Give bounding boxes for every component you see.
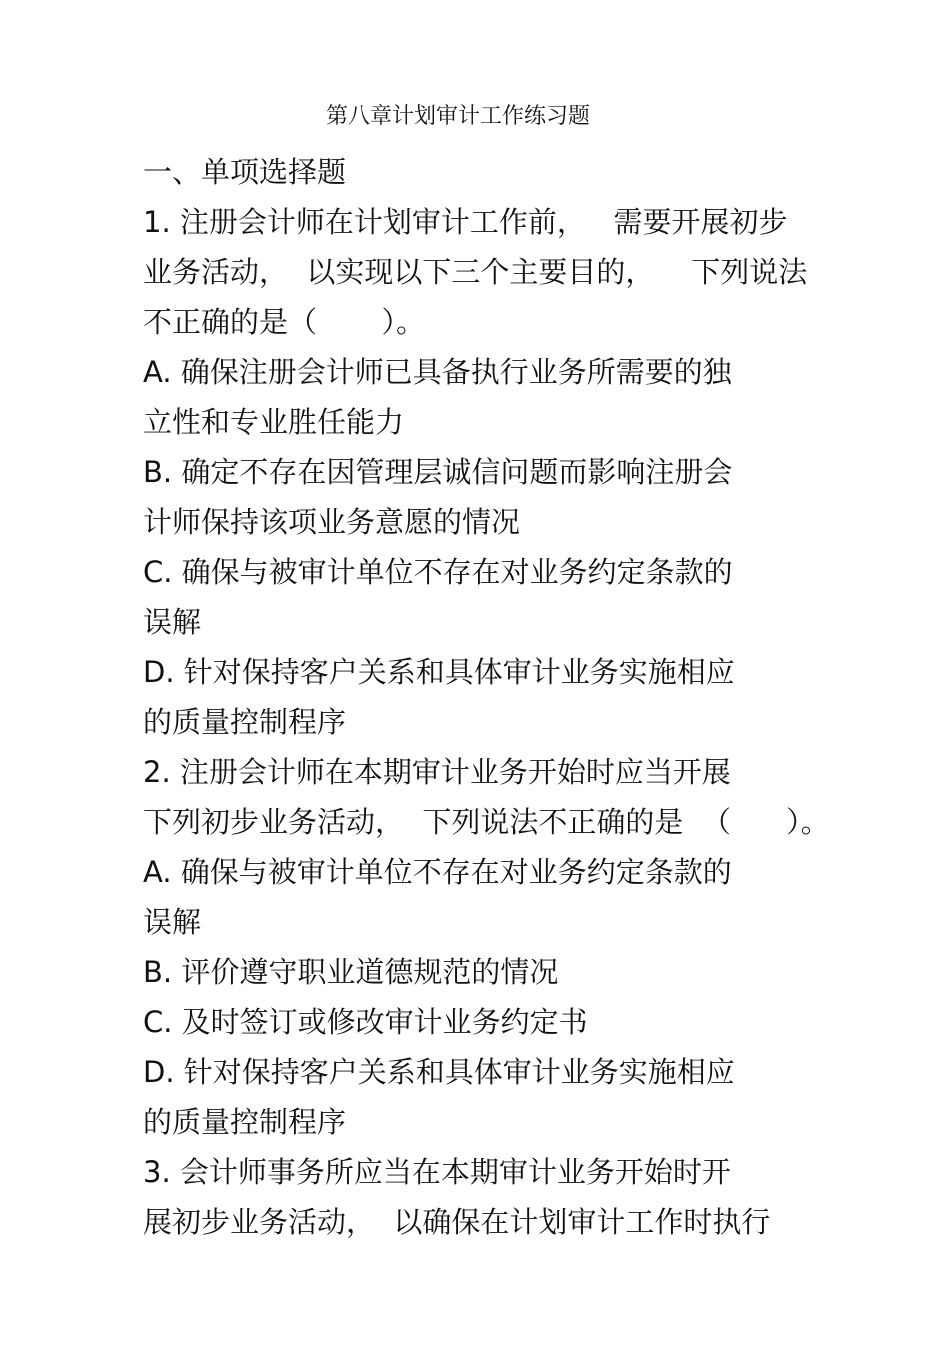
question-2-line-2: 下列初步业务活动， 下列说法不正确的是 （ ）。 bbox=[143, 805, 830, 839]
question-1-option-a: A. 确保注册会计师已具备执行业务所需要的独 bbox=[143, 355, 732, 389]
question-2-option-a: A. 确保与被审计单位不存在对业务约定条款的 bbox=[143, 855, 732, 889]
page-title: 第八章计划审计工作练习题 bbox=[325, 104, 590, 129]
question-2-line-1: 2. 注册会计师在本期审计业务开始时应当开展 bbox=[143, 755, 731, 789]
question-1-option-c: C. 确保与被审计单位不存在对业务约定条款的 bbox=[143, 555, 733, 589]
question-2-option-d: D. 针对保持客户关系和具体审计业务实施相应 bbox=[143, 1055, 735, 1089]
question-1-line-1: 1. 注册会计师在计划审计工作前， 需要开展初步 bbox=[143, 205, 788, 239]
section-heading: 一、单项选择题 bbox=[143, 155, 347, 189]
question-1-line-3: 不正确的是（ ）。 bbox=[143, 305, 426, 339]
question-3-line-1: 3. 会计师事务所应当在本期审计业务开始时开 bbox=[143, 1155, 731, 1189]
question-2-option-c: C. 及时签订或修改审计业务约定书 bbox=[143, 1005, 588, 1039]
question-1-option-a-cont: 立性和专业胜任能力 bbox=[143, 405, 405, 439]
question-2-option-b: B. 评价遵守职业道德规范的情况 bbox=[143, 955, 559, 989]
question-1-line-2: 业务活动， 以实现以下三个主要目的， 下列说法 bbox=[143, 255, 808, 289]
question-1-option-d: D. 针对保持客户关系和具体审计业务实施相应 bbox=[143, 655, 735, 689]
document-body bbox=[143, 147, 843, 1247]
question-1-option-d-cont: 的质量控制程序 bbox=[143, 705, 347, 739]
question-3-line-2: 展初步业务活动， 以确保在计划审计工作时执行 bbox=[143, 1205, 771, 1239]
question-2-option-a-cont: 误解 bbox=[143, 905, 202, 939]
question-2-option-d-cont: 的质量控制程序 bbox=[143, 1105, 347, 1139]
question-1-option-b: B. 确定不存在因管理层诚信问题而影响注册会 bbox=[143, 455, 733, 489]
question-1-option-c-cont: 误解 bbox=[143, 605, 202, 639]
question-1-option-b-cont: 计师保持该项业务意愿的情况 bbox=[143, 505, 521, 539]
